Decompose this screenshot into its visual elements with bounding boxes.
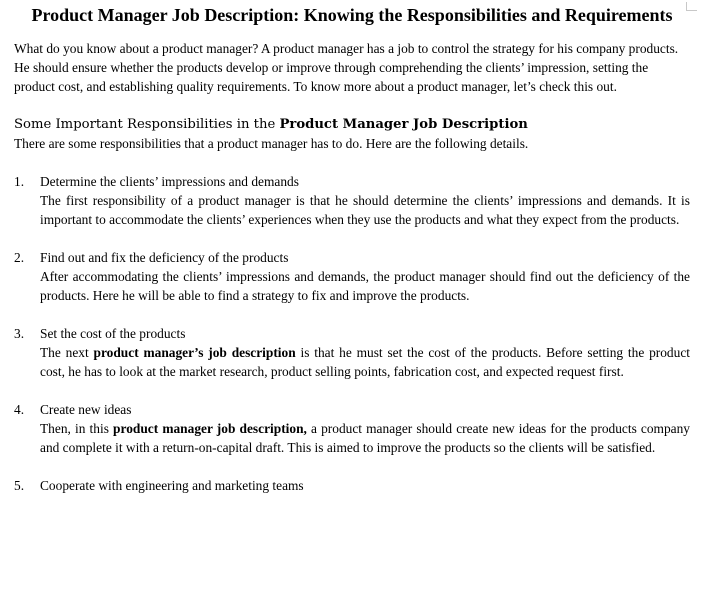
section-subtext: There are some responsibilities that a product manager has to do. Here are the following details. (14, 136, 529, 151)
item-body (40, 343, 690, 381)
item-body-text: The next (40, 345, 94, 360)
list-item (14, 324, 690, 381)
item-body-text-after: a product manager should create new ideas for the products company and complete it with a return-on-capital draft. This is aimed to improve the products so the clients will be satisfied. (40, 421, 690, 455)
item-body (40, 191, 690, 229)
item-body-bold: product manager’s job description (93, 345, 296, 360)
item-body-bold: product manager job description, (113, 421, 307, 436)
item-body-text: The first responsibility of a product manager is that he should determine the clients’ impressions and demands. It is important to accommodate the clients’ experiences when they use the products and what they expect from the products. (40, 193, 690, 227)
item-title: Cooperate with engineering and marketing teams (40, 478, 304, 493)
document-title: Product Manager Job Description: Knowing the Responsibilities and Requirements (31, 5, 673, 25)
item-body (40, 267, 690, 305)
item-number: 4. (14, 402, 25, 417)
intro-paragraph: What do you know about a product manager? A product manager has a job to control the strategy for his company products. He should ensure whether the products develop or improve through comprehending the clients’ impression, setting the product cost, and establishing quality requirements. To know more about a product manager, let’s check this out. (14, 41, 679, 94)
item-number: 5. (14, 478, 25, 493)
item-title: Determine the clients’ impressions and demands (40, 174, 299, 189)
document-page (14, 0, 690, 514)
responsibility-list (14, 172, 690, 495)
section-heading (14, 115, 690, 134)
item-number: 3. (14, 326, 25, 341)
item-number: 1. (14, 174, 25, 189)
item-body (40, 419, 690, 457)
list-item (14, 400, 690, 457)
list-item (14, 248, 690, 305)
section-heading-prefix: Some Important Responsibilities in the (14, 117, 280, 132)
item-title: Set the cost of the products (40, 326, 186, 341)
item-title: Find out and fix the deficiency of the products (40, 250, 289, 265)
list-item (14, 476, 690, 495)
list-item (14, 172, 690, 229)
section-heading-bold: Product Manager Job Description (279, 117, 528, 132)
item-body-text: After accommodating the clients’ impressions and demands, the product manager should find out the deficiency of the products. Here he will be able to find a strategy to fix and improve the products. (40, 269, 690, 303)
item-number: 2. (14, 250, 25, 265)
item-title: Create new ideas (40, 402, 132, 417)
item-body-text: Then, in this (40, 421, 114, 436)
item-body-text-after: is that he must set the cost of the products. Before setting the product cost, he has to look at the market research, product selling points, fabrication cost, and expected request first. (40, 345, 690, 379)
